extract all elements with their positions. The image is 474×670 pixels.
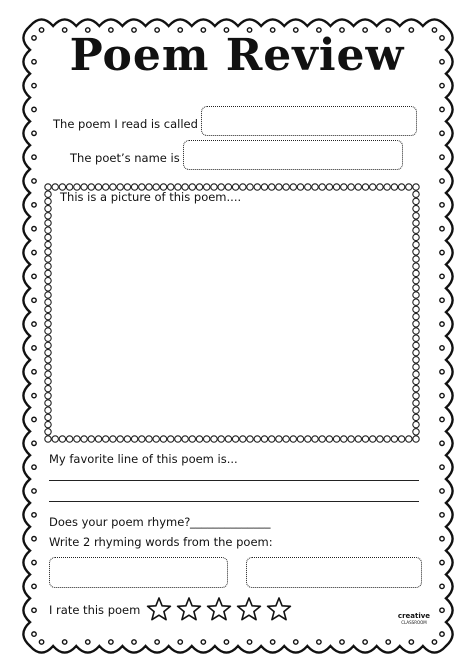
frame-loop bbox=[153, 436, 159, 442]
border-curl bbox=[440, 226, 444, 230]
border-curl bbox=[86, 640, 90, 644]
border-curl bbox=[294, 640, 298, 644]
frame-loop bbox=[348, 436, 354, 442]
star-rating[interactable] bbox=[146, 597, 292, 623]
poem-title-field[interactable] bbox=[201, 106, 417, 136]
frame-loop bbox=[413, 378, 419, 384]
border-edge-1 bbox=[446, 26, 453, 646]
frame-loop bbox=[45, 421, 51, 427]
frame-loop bbox=[45, 220, 51, 226]
loop-frame bbox=[43, 182, 421, 444]
frame-loop bbox=[413, 285, 419, 291]
border-curl bbox=[440, 536, 444, 540]
border-curl bbox=[440, 250, 444, 254]
frame-loop bbox=[45, 292, 51, 298]
frame-loop bbox=[45, 385, 51, 391]
frame-loop bbox=[406, 436, 412, 442]
frame-loop bbox=[95, 436, 101, 442]
frame-loop bbox=[413, 400, 419, 406]
frame-loop bbox=[355, 184, 361, 190]
frame-loop bbox=[45, 429, 51, 435]
frame-loop bbox=[45, 191, 51, 197]
border-curl bbox=[440, 417, 444, 421]
frame-loop bbox=[370, 184, 376, 190]
border-curl bbox=[224, 640, 228, 644]
frame-loop bbox=[413, 205, 419, 211]
frame-loop bbox=[74, 436, 80, 442]
frame-loop bbox=[305, 436, 311, 442]
rate-label: I rate this poem bbox=[49, 603, 141, 617]
frame-loop bbox=[45, 184, 51, 190]
frame-loop bbox=[247, 184, 253, 190]
border-curl bbox=[440, 584, 444, 588]
border-curl bbox=[440, 131, 444, 135]
frame-loop bbox=[45, 342, 51, 348]
frame-loop bbox=[276, 436, 282, 442]
border-curl bbox=[32, 441, 36, 445]
border-curl bbox=[32, 370, 36, 374]
rhyming-word-2-field[interactable] bbox=[246, 557, 422, 588]
star-icon[interactable] bbox=[176, 597, 202, 623]
frame-loop bbox=[117, 436, 123, 442]
frame-loop bbox=[413, 342, 419, 348]
poem-read-label: The poem I read is called bbox=[53, 117, 198, 131]
border-curl bbox=[340, 640, 344, 644]
frame-loop bbox=[45, 213, 51, 219]
frame-loop bbox=[413, 198, 419, 204]
frame-loop bbox=[377, 436, 383, 442]
frame-loop bbox=[297, 184, 303, 190]
frame-loop bbox=[45, 335, 51, 341]
border-curl bbox=[363, 640, 367, 644]
frame-loop bbox=[370, 436, 376, 442]
border-curl bbox=[440, 513, 444, 517]
border-curl bbox=[440, 203, 444, 207]
frame-loop bbox=[413, 371, 419, 377]
border-curl bbox=[440, 274, 444, 278]
frame-loop bbox=[211, 436, 217, 442]
frame-loop bbox=[413, 364, 419, 370]
frame-loop bbox=[398, 436, 404, 442]
frame-loop bbox=[413, 393, 419, 399]
border-curl bbox=[178, 640, 182, 644]
frame-loop bbox=[45, 378, 51, 384]
border-curl bbox=[440, 155, 444, 159]
frame-loop bbox=[413, 349, 419, 355]
frame-loop bbox=[413, 256, 419, 262]
frame-loop bbox=[66, 436, 72, 442]
frame-loop bbox=[168, 436, 174, 442]
frame-loop bbox=[160, 436, 166, 442]
border-curl bbox=[386, 640, 390, 644]
border-curl bbox=[32, 560, 36, 564]
border-curl bbox=[32, 513, 36, 517]
frame-loop bbox=[413, 414, 419, 420]
frame-loop bbox=[413, 306, 419, 312]
frame-loop bbox=[81, 436, 87, 442]
frame-loop bbox=[261, 436, 267, 442]
border-curl bbox=[32, 632, 36, 636]
frame-loop bbox=[413, 357, 419, 363]
frame-loop bbox=[391, 436, 397, 442]
border-curl bbox=[32, 608, 36, 612]
frame-loop bbox=[45, 299, 51, 305]
frame-loop bbox=[326, 184, 332, 190]
frame-loop bbox=[413, 421, 419, 427]
border-curl bbox=[440, 346, 444, 350]
border-curl bbox=[109, 640, 113, 644]
border-curl bbox=[201, 640, 205, 644]
frame-loop bbox=[413, 407, 419, 413]
border-curl bbox=[409, 28, 413, 32]
favorite-line-1[interactable] bbox=[49, 480, 419, 481]
border-curl bbox=[32, 346, 36, 350]
poet-name-field[interactable] bbox=[183, 140, 403, 170]
frame-loop bbox=[283, 184, 289, 190]
frame-loop bbox=[103, 436, 109, 442]
star-icon[interactable] bbox=[266, 597, 292, 623]
border-curl bbox=[32, 393, 36, 397]
frame-loop bbox=[269, 184, 275, 190]
border-curl bbox=[39, 640, 43, 644]
frame-loop bbox=[45, 313, 51, 319]
frame-loop bbox=[398, 184, 404, 190]
frame-loop bbox=[391, 184, 397, 190]
frame-loop bbox=[413, 249, 419, 255]
creative-classroom-logo bbox=[392, 613, 436, 625]
border-edge-2 bbox=[30, 646, 446, 653]
border-curl bbox=[32, 83, 36, 87]
frame-loop bbox=[362, 436, 368, 442]
border-curl bbox=[440, 441, 444, 445]
border-curl bbox=[440, 608, 444, 612]
border-curl bbox=[32, 226, 36, 230]
frame-loop bbox=[341, 184, 347, 190]
border-curl bbox=[32, 489, 36, 493]
favorite-line-label: My favorite line of this poem is... bbox=[49, 452, 238, 466]
border-curl bbox=[32, 536, 36, 540]
frame-loop bbox=[254, 184, 260, 190]
frame-loop bbox=[413, 220, 419, 226]
frame-loop bbox=[131, 436, 137, 442]
border-curl bbox=[32, 584, 36, 588]
frame-loop bbox=[45, 198, 51, 204]
star-icon[interactable] bbox=[206, 597, 232, 623]
frame-loop bbox=[146, 436, 152, 442]
picture-label: This is a picture of this poem.... bbox=[60, 190, 242, 204]
picture-drawing-area[interactable] bbox=[43, 182, 421, 444]
border-curl bbox=[270, 640, 274, 644]
border-curl bbox=[62, 640, 66, 644]
frame-loop bbox=[45, 227, 51, 233]
frame-loop bbox=[45, 414, 51, 420]
frame-loop bbox=[45, 285, 51, 291]
rhyme-answer-blank[interactable]: ______________ bbox=[190, 515, 271, 529]
frame-loop bbox=[261, 184, 267, 190]
rhyming-word-1-field[interactable] bbox=[49, 557, 228, 588]
frame-loop bbox=[413, 292, 419, 298]
border-curl bbox=[440, 560, 444, 564]
frame-loop bbox=[413, 313, 419, 319]
frame-loop bbox=[204, 436, 210, 442]
frame-loop bbox=[247, 436, 253, 442]
border-curl bbox=[132, 640, 136, 644]
frame-loop bbox=[45, 256, 51, 262]
border-curl bbox=[440, 465, 444, 469]
frame-loop bbox=[413, 328, 419, 334]
star-icon[interactable] bbox=[146, 597, 172, 623]
frame-loop bbox=[45, 393, 51, 399]
frame-loop bbox=[232, 436, 238, 442]
frame-loop bbox=[182, 436, 188, 442]
frame-loop bbox=[45, 364, 51, 370]
frame-loop bbox=[269, 436, 275, 442]
border-curl bbox=[32, 203, 36, 207]
frame-loop bbox=[348, 184, 354, 190]
frame-loop bbox=[384, 436, 390, 442]
frame-loop bbox=[413, 321, 419, 327]
frame-loop bbox=[225, 436, 231, 442]
border-curl bbox=[62, 28, 66, 32]
frame-loop bbox=[45, 234, 51, 240]
frame-loop bbox=[45, 436, 51, 442]
border-curl bbox=[155, 640, 159, 644]
logo-line-2: CLASSROOM bbox=[401, 620, 427, 625]
frame-loop bbox=[59, 436, 65, 442]
frame-loop bbox=[45, 321, 51, 327]
rhyme-question-label: Does your poem rhyme? bbox=[49, 515, 191, 529]
frame-loop bbox=[45, 400, 51, 406]
border-curl bbox=[440, 179, 444, 183]
frame-loop bbox=[341, 436, 347, 442]
border-curl bbox=[32, 465, 36, 469]
star-icon[interactable] bbox=[236, 597, 262, 623]
rhyming-words-label: Write 2 rhyming words from the poem: bbox=[49, 535, 273, 549]
frame-loop bbox=[305, 184, 311, 190]
frame-loop bbox=[413, 385, 419, 391]
frame-loop bbox=[175, 436, 181, 442]
frame-loop bbox=[312, 184, 318, 190]
border-curl bbox=[39, 28, 43, 32]
frame-loop bbox=[189, 436, 195, 442]
frame-loop bbox=[196, 436, 202, 442]
frame-loop bbox=[290, 184, 296, 190]
frame-loop bbox=[110, 436, 116, 442]
frame-loop bbox=[413, 270, 419, 276]
frame-loop bbox=[333, 184, 339, 190]
frame-loop bbox=[413, 436, 419, 442]
frame-loop bbox=[362, 184, 368, 190]
frame-loop bbox=[45, 407, 51, 413]
frame-loop bbox=[413, 429, 419, 435]
logo-line-1: creative bbox=[397, 612, 431, 620]
border-curl bbox=[32, 107, 36, 111]
frame-loop bbox=[52, 436, 58, 442]
frame-loop bbox=[319, 436, 325, 442]
border-curl bbox=[440, 322, 444, 326]
frame-loop bbox=[45, 249, 51, 255]
frame-loop bbox=[413, 335, 419, 341]
border-curl bbox=[247, 640, 251, 644]
frame-loop bbox=[406, 184, 412, 190]
border-edge-3 bbox=[23, 26, 30, 646]
border-curl bbox=[32, 155, 36, 159]
frame-loop bbox=[45, 328, 51, 334]
frame-loop bbox=[290, 436, 296, 442]
frame-loop bbox=[413, 191, 419, 197]
frame-loop bbox=[45, 349, 51, 355]
frame-loop bbox=[124, 436, 130, 442]
frame-loop bbox=[240, 436, 246, 442]
border-curl bbox=[32, 274, 36, 278]
frame-loop bbox=[139, 436, 145, 442]
frame-loop bbox=[413, 241, 419, 247]
border-curl bbox=[440, 393, 444, 397]
border-curl bbox=[32, 250, 36, 254]
border-curl bbox=[32, 179, 36, 183]
page-title: Poem Review bbox=[69, 30, 405, 81]
frame-loop bbox=[355, 436, 361, 442]
border-curl bbox=[32, 417, 36, 421]
frame-loop bbox=[319, 184, 325, 190]
frame-loop bbox=[384, 184, 390, 190]
frame-loop bbox=[312, 436, 318, 442]
frame-loop bbox=[52, 184, 58, 190]
border-curl bbox=[317, 640, 321, 644]
border-curl bbox=[32, 131, 36, 135]
frame-loop bbox=[413, 277, 419, 283]
border-curl bbox=[440, 83, 444, 87]
frame-loop bbox=[413, 213, 419, 219]
frame-loop bbox=[45, 306, 51, 312]
frame-loop bbox=[218, 436, 224, 442]
border-curl bbox=[32, 322, 36, 326]
border-curl bbox=[440, 370, 444, 374]
border-curl bbox=[440, 107, 444, 111]
frame-loop bbox=[326, 436, 332, 442]
frame-loop bbox=[45, 241, 51, 247]
frame-loop bbox=[88, 436, 94, 442]
favorite-line-2[interactable] bbox=[49, 501, 419, 502]
frame-loop bbox=[333, 436, 339, 442]
border-curl bbox=[440, 298, 444, 302]
frame-loop bbox=[276, 184, 282, 190]
border-curl bbox=[32, 298, 36, 302]
border-curl bbox=[440, 632, 444, 636]
border-curl bbox=[432, 640, 436, 644]
frame-loop bbox=[377, 184, 383, 190]
frame-loop bbox=[45, 263, 51, 269]
border-curl bbox=[409, 640, 413, 644]
frame-loop bbox=[413, 299, 419, 305]
frame-loop bbox=[413, 227, 419, 233]
frame-loop bbox=[45, 371, 51, 377]
frame-loop bbox=[283, 436, 289, 442]
frame-loop bbox=[45, 277, 51, 283]
frame-loop bbox=[413, 234, 419, 240]
border-curl bbox=[432, 28, 436, 32]
frame-loop bbox=[254, 436, 260, 442]
border-edge-0 bbox=[30, 19, 446, 26]
frame-loop bbox=[297, 436, 303, 442]
frame-loop bbox=[45, 270, 51, 276]
frame-loop bbox=[413, 263, 419, 269]
frame-loop bbox=[45, 357, 51, 363]
frame-loop bbox=[413, 184, 419, 190]
poet-name-label: The poet’s name is bbox=[70, 151, 180, 165]
border-curl bbox=[440, 489, 444, 493]
frame-loop bbox=[45, 205, 51, 211]
